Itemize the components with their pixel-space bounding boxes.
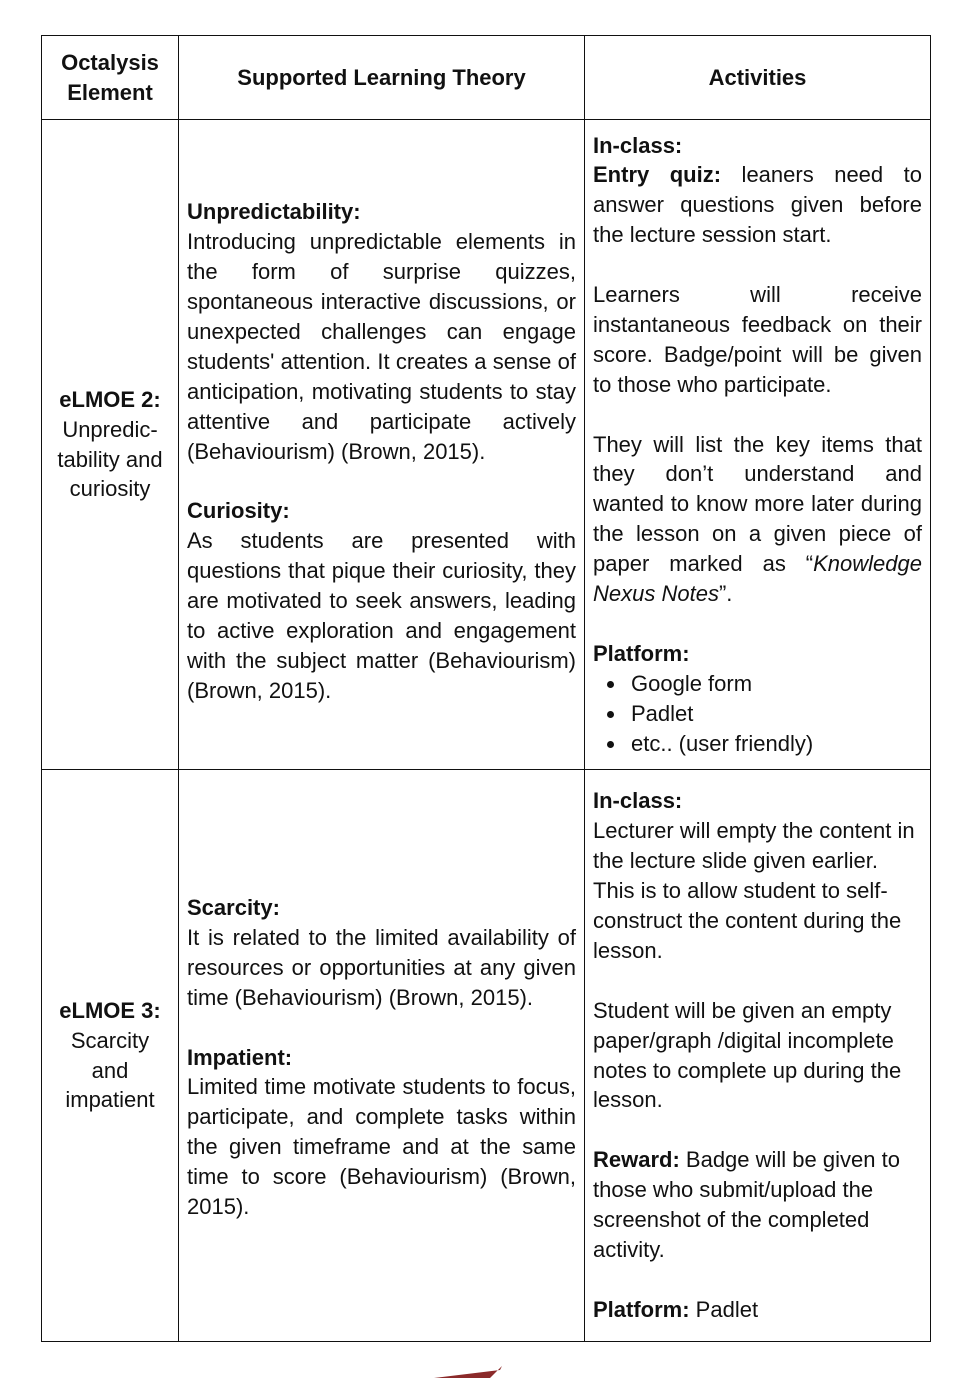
inclass-label: In-class:: [593, 788, 683, 814]
platform-list: [593, 669, 922, 759]
element-name: Unpredic-tability and curiosity: [57, 416, 163, 502]
element-code: eLMOE 2:: [59, 386, 161, 412]
activities-cell: [585, 120, 931, 770]
reward-desc: Badge will be given to those who submit/upload the screenshot of the completed activity.: [593, 1147, 900, 1262]
theory-text: Introducing unpredictable elements in the form of surprise quizzes, spontaneous interactive discussions, or unexpected challenges can engage students' attention. It creates a sense of anticipation, motivating students to stay attentive and participate actively (Behaviourism) (Brown, 2015).: [187, 229, 576, 464]
knowledge-nexus-notes: Knowledge Nexus Notes: [593, 551, 922, 607]
lecturer-text: Lecturer will empty the content in the lecture slide given earlier. This is to allow student to self-construct the content during the lesson.: [593, 818, 915, 963]
inclass-label: In-class:: [593, 132, 683, 158]
theory-text: As students are presented with questions that pique their curiosity, they are motivated to seek answers, leading to active exploration and engagement with the subject matter (Behaviourism) (Brown, 2015).: [187, 528, 576, 703]
reward-label: Reward:: [593, 1147, 680, 1173]
table-row: [42, 120, 931, 770]
theory-heading: Unpredictability:: [187, 199, 361, 225]
element-cell: [42, 120, 179, 770]
list-items-text: [593, 430, 922, 609]
element-cell: [42, 770, 179, 1342]
element-name-line: Scarcity: [70, 1027, 150, 1053]
platform-label: Platform:: [593, 1296, 690, 1322]
entry-quiz-label: Entry quiz:: [593, 162, 722, 188]
theory-heading: Scarcity:: [187, 895, 280, 921]
element-name-line: impatient: [65, 1087, 155, 1113]
entry-quiz-desc: leaners need to answer questions given before the lecture session start.: [593, 162, 923, 248]
list-item: Padlet: [631, 699, 922, 729]
theory-text: It is related to the limited availability of resources or opportunities at any given time (Behaviourism) (Brown, 2015).: [187, 924, 576, 1010]
logo-icon: [430, 1366, 510, 1378]
element-code: eLMOE 3:: [59, 997, 161, 1023]
list-item: etc.. (user friendly): [631, 729, 922, 759]
table-header-row: [42, 36, 931, 120]
table-row: [42, 770, 931, 1342]
element-name-line: and: [91, 1057, 129, 1083]
theory-heading: Curiosity:: [187, 498, 290, 524]
theory-heading: Impatient:: [187, 1044, 293, 1070]
header-activities: Activities: [585, 36, 931, 120]
theory-cell: [179, 120, 585, 770]
activities-cell: [585, 770, 931, 1342]
list-item: Google form: [631, 669, 922, 699]
list-text-before: They will list the key items that they don’t understand and wanted to know more later during the lesson on a given piece of paper marked as “: [593, 431, 922, 577]
platform-line: [593, 1295, 922, 1325]
octalysis-table: [41, 35, 931, 1342]
theory-text: Limited time motivate students to focus, participate, and complete tasks within the given timeframe and at the same time to score (Behaviourism) (Brown, 2015).: [187, 1074, 576, 1220]
header-supported-learning-theory: Supported Learning Theory: [179, 36, 585, 120]
entry-quiz-text: [593, 160, 922, 250]
list-text-after: ”.: [718, 581, 733, 607]
header-octalysis-element: Octalysis Element: [42, 36, 179, 120]
reward-text: [593, 1145, 922, 1265]
theory-cell: [179, 770, 585, 1342]
student-text: Student will be given an empty paper/graph /digital incomplete notes to complete up during the lesson.: [593, 997, 902, 1113]
platform-label: Platform:: [593, 640, 690, 666]
platform-value: Padlet: [689, 1296, 759, 1322]
feedback-text: Learners will receive instantaneous feedback on their score. Badge/point will be given to those who participate.: [593, 282, 922, 397]
